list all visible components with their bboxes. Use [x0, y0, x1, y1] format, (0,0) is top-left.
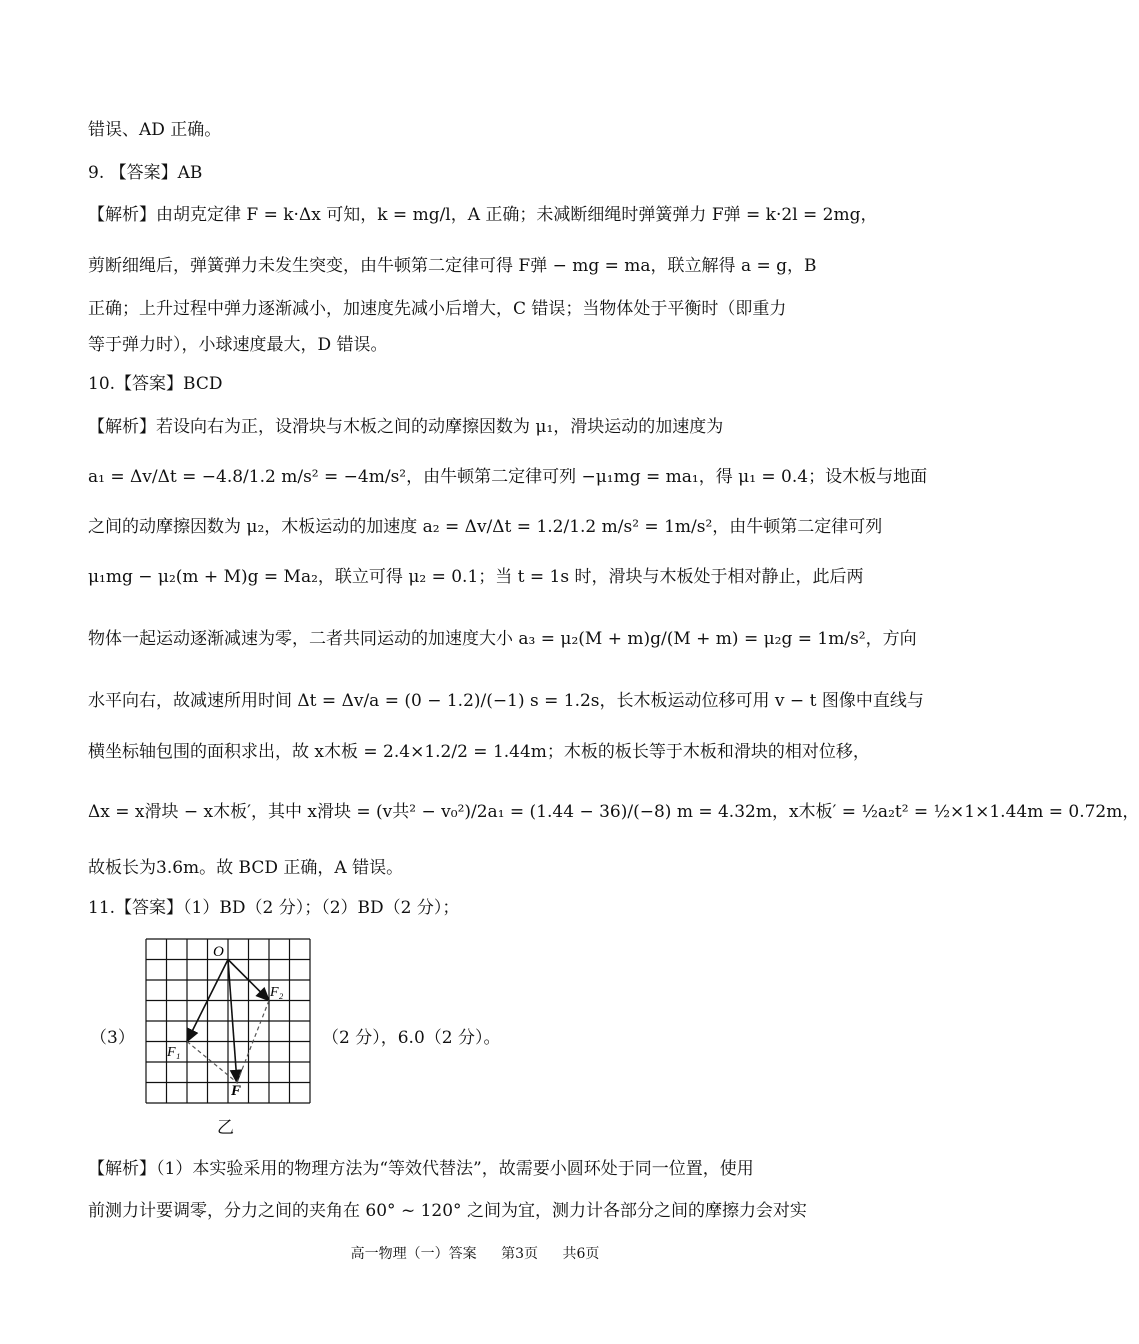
footer-title: 高一物理（一）答案: [350, 1246, 477, 1262]
footer-total: 共6页: [562, 1246, 600, 1262]
text-line: Δx = x滑块 − x木板′，其中 x滑块 = (v共² − v₀²)/2a₁ = (1.44 − 36)/(−8) m = 4.32m，x木板′ = ½a₂t² = ½×1×1.44m = 0.72m，: [88, 802, 1139, 822]
sub-question-label: （3）: [90, 1028, 135, 1048]
page-footer: [0, 1243, 950, 1263]
text-line: 错误、AD 正确。: [88, 120, 222, 140]
text-line: 【解析】由胡克定律 F = k·Δx 可知，k = mg/l，A 正确；未减断细绳时弹簧弹力 F弹 = k·2l = 2mg，: [88, 205, 878, 225]
text-line: 前测力计要调零，分力之间的夹角在 60° ~ 120° 之间为宜，测力计各部分之间的摩擦力会对实: [88, 1201, 807, 1221]
force-diagram: [145, 938, 311, 1108]
text-line: 剪断细绳后，弹簧弹力未发生突变，由牛顿第二定律可得 F弹 − mg = ma，联立解得 a = g，B: [88, 256, 817, 276]
text-line: 横坐标轴包围的面积求出，故 x木板 = 2.4×1.2/2 = 1.44m；木板的板长等于木板和滑块的相对位移，: [88, 742, 870, 762]
text-line: 物体一起运动逐渐减速为零，二者共同运动的加速度大小 a₃ = μ₂(M + m)g/(M + m) = μ₂g = 1m/s²，方向: [88, 629, 917, 649]
text-line: 之间的动摩擦因数为 μ₂，木板运动的加速度 a₂ = Δv/Δt = 1.2/1.2 m/s² = 1m/s²，由牛顿第二定律可列: [88, 517, 883, 537]
footer-page: 第3页: [501, 1246, 538, 1262]
text-line: a₁ = Δv/Δt = −4.8/1.2 m/s² = −4m/s²，由牛顿第二定律可列 −μ₁mg = ma₁，得 μ₁ = 0.4；设木板与地面: [88, 467, 928, 487]
text-line: （2 分），6.0（2 分）。: [322, 1028, 501, 1048]
force-f-label: F: [231, 1083, 242, 1099]
grid-figure: [145, 938, 311, 1104]
text-line: 正确；上升过程中弹力逐渐减小，加速度先减小后增大，C 错误；当物体处于平衡时（即重力: [88, 299, 787, 319]
force-f1-label: F₁: [167, 1045, 181, 1060]
text-line: 故板长为3.6m。故 BCD 正确，A 错误。: [88, 858, 404, 878]
text-line: 【解析】（1）本实验采用的物理方法为“等效代替法”，故需要小圆环处于同一位置，使用: [88, 1159, 754, 1179]
text-line: μ₁mg − μ₂(m + M)g = Ma₂，联立可得 μ₂ = 0.1；当 t = 1s 时，滑块与木板处于相对静止，此后两: [88, 567, 864, 587]
answer-heading-11: 11.【答案】（1）BD（2 分）；（2）BD（2 分）；: [88, 898, 460, 918]
answer-heading-10: 10.【答案】BCD: [88, 374, 223, 394]
point-o-label: O: [213, 944, 224, 960]
text-line: 水平向右，故减速所用时间 Δt = Δv/a = (0 − 1.2)/(−1) s = 1.2s，长木板运动位移可用 v − t 图像中直线与: [88, 691, 924, 711]
figure-caption: 乙: [217, 1118, 234, 1138]
text-line: 【解析】若设向右为正，设滑块与木板之间的动摩擦因数为 μ₁，滑块运动的加速度为: [88, 417, 724, 437]
text-line: 等于弹力时），小球速度最大，D 错误。: [88, 335, 388, 355]
force-f2-label: F₂: [270, 985, 284, 1000]
answer-heading-9: 9. 【答案】AB: [88, 163, 203, 183]
